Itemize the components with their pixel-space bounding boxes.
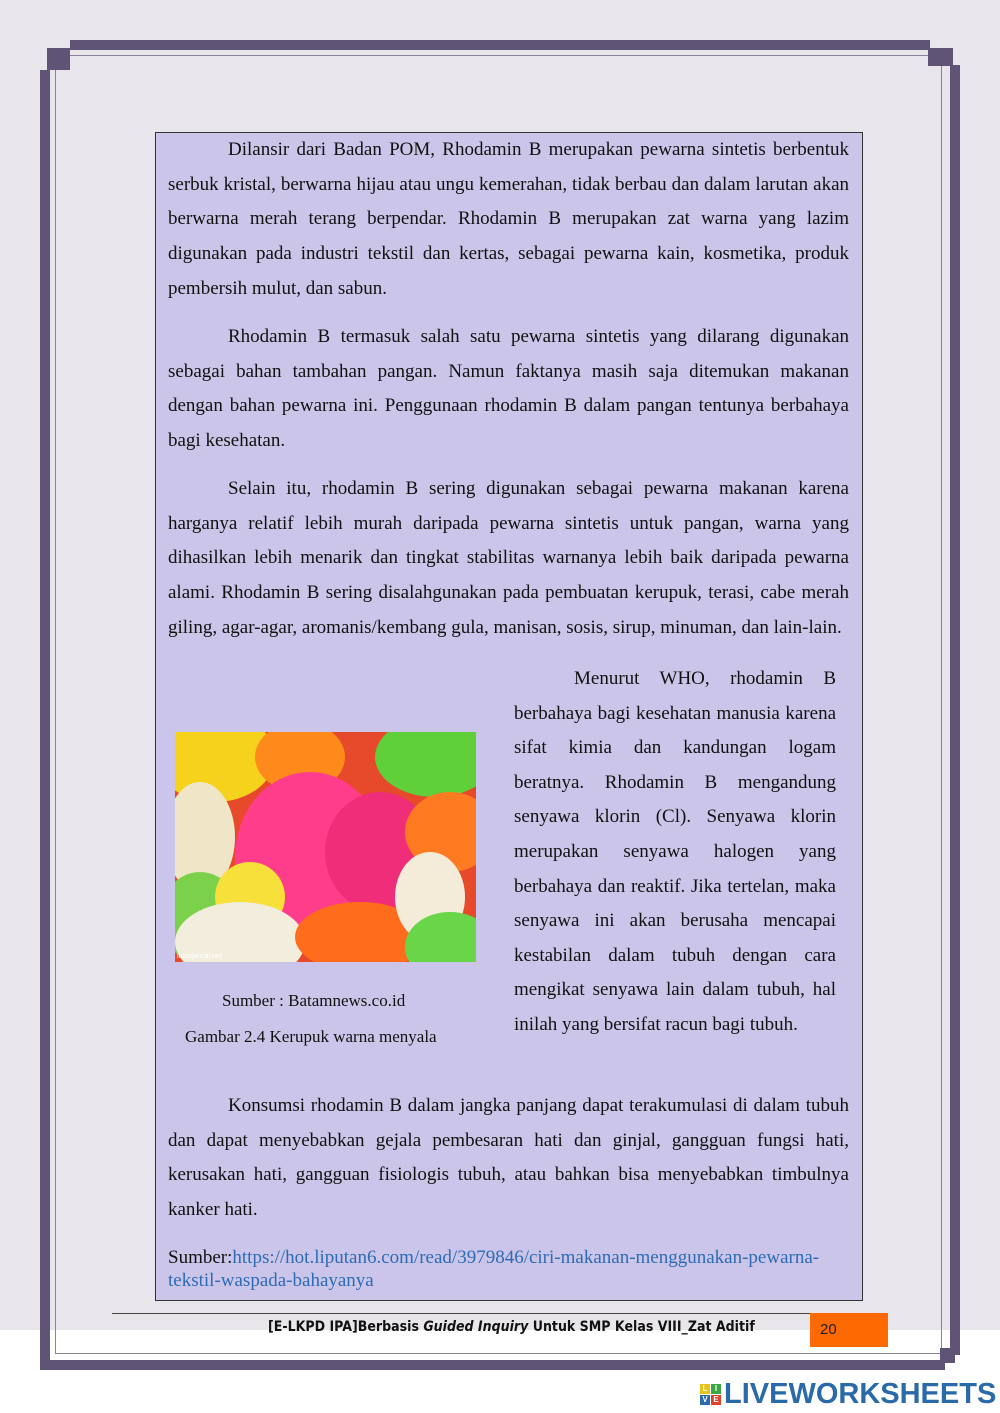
paragraph-3: Selain itu, rhodamin B sering digunakan sebagai pewarna makanan karena harganya relatif lebih murah daripada pewarna sintetis untuk pangan, warna yang dihasilkan lebih menarik dan tingkat stabilitas warnanya lebih baik daripada pewarna alami. Rhodamin B sering disalahgunakan pada pembuatan kerupuk, terasi, cabe merah giling, agar-agar, aromanis/kembang gula, manisan, sosis, sirup, minuman, dan lain-lain. <box>168 478 849 638</box>
frame-border <box>950 65 960 1355</box>
logo-icon <box>700 1384 721 1405</box>
paragraph-5: Konsumsi rhodamin B dalam jangka panjang dapat terakumulasi di dalam tubuh dan dapat menyebabkan gejala pembesaran hati dan ginjal, gangguan fungsi hati, kerusakan hati, gangguan fisiologis tubuh, atau bahkan bisa menyebabkan timbulnya kanker hati. <box>168 1095 849 1221</box>
figure-source: Sumber : Batamnews.co.id <box>222 991 406 1010</box>
reference <box>168 1246 849 1292</box>
footer-divider <box>112 1313 888 1314</box>
frame-border <box>70 40 930 50</box>
paragraph-1: Dilansir dari Badan POM, Rhodamin B merupakan pewarna sintetis berbentuk serbuk kristal, berwarna hijau atau ungu kemerahan, tidak berbau dan dalam larutan akan berwarna merah terang berpendar. Rhodamin B merupakan zat warna yang lazim digunakan pada industri tekstil dan kertas, sebagai pewarna kain, kosmetika, produk pembersih mulut, dan sabun. <box>168 139 849 299</box>
reference-link[interactable]: https://hot.liputan6.com/read/3979846/ciri-makanan-menggunakan-pewarna-tekstil-waspada-bahayanya <box>168 1247 820 1291</box>
logo-letter: E <box>711 1395 721 1405</box>
logo-letter: L <box>700 1384 710 1394</box>
reference-label: Sumber: <box>168 1247 233 1268</box>
liveworksheets-logo <box>700 1378 996 1411</box>
frame-border <box>45 1360 945 1370</box>
footer-text: [E-LKPD IPA]Berbasis <box>268 1319 424 1335</box>
paragraph-4: Menurut WHO, rhodamin B berbahaya bagi kesehatan manusia karena sifat kimia dan kandungan logam beratnya. Rhodamin B mengandung senyawa klorin (Cl). Senyawa klorin merupakan senyawa halogen yang berbahaya dan reaktif. Jika tertelan, maka senyawa ini akan berusaha mencapai kestabilan dalam tubuh dengan cara mengikat senyawa lain dalam tubuh, hal inilah yang bersifat racun bagi tubuh. <box>514 668 836 1035</box>
footer-italic: Guided Inquiry <box>423 1319 529 1335</box>
logo-letter: V <box>700 1395 710 1405</box>
figure-caption: Gambar 2.4 Kerupuk warna menyala <box>185 1027 437 1046</box>
footer-title <box>268 1319 755 1335</box>
image-watermark: infospesial.net <box>177 953 222 960</box>
frame-border <box>40 70 50 1370</box>
footer-text: Untuk SMP Kelas VIII_Zat Aditif <box>528 1319 755 1335</box>
page-number: 20 <box>810 1313 888 1347</box>
kerupuk-image <box>175 732 476 962</box>
frame-corner <box>928 48 953 66</box>
frame-corner <box>47 48 70 70</box>
logo-letter: I <box>711 1384 721 1394</box>
frame-corner <box>940 1348 955 1363</box>
paragraph-2: Rhodamin B termasuk salah satu pewarna sintetis yang dilarang digunakan sebagai bahan tambahan pangan. Namun faktanya masih saja ditemukan makanan dengan bahan pewarna ini. Penggunaan rhodamin B dalam pangan tentunya berbahaya bagi kesehatan. <box>168 326 849 452</box>
logo-text: LIVEWORKSHEETS <box>724 1378 997 1410</box>
